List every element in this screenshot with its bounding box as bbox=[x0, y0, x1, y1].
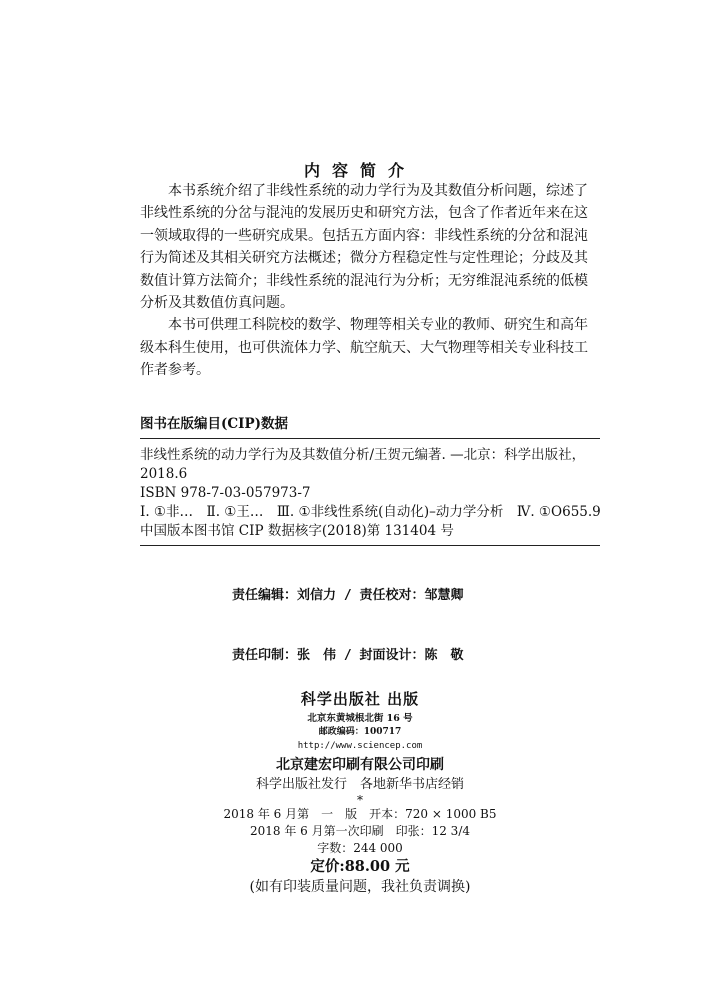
cip-line: 2018.6 bbox=[140, 466, 188, 482]
credits-production: 责任印制：张 伟 / 封面设计：陈 敬 bbox=[232, 648, 464, 663]
summary-body bbox=[140, 180, 588, 382]
cip-line: 中国版本图书馆 CIP 数据核字(2018)第 131404 号 bbox=[140, 523, 454, 539]
separator-star: * bbox=[357, 793, 363, 807]
summary-paragraph: 本书系统介绍了非线性系统的动力学行为及其数值分析问题，综述了非线性系统的分岔与混沌的发展历史和研究方法，包含了作者近年来在这一领域取得的一些研究成果。包括五方面内容：非线性系统的分岔和混沌行为简述及其相关研究方法概述；微分方程稳定性与定性理论；分歧及其数值计算方法简介；非线性系统的混沌行为分析；无穷维混沌系统的低模分析及其数值仿真问题。 bbox=[140, 183, 588, 312]
postcode: 邮政编码：100717 bbox=[318, 727, 402, 737]
publisher-address: 北京东黄城根北街 16 号 bbox=[307, 713, 413, 724]
distribution-line: 科学出版社发行 各地新华书店经销 bbox=[255, 777, 464, 792]
summary-paragraph: 本书可供理工科院校的数学、物理等相关专业的教师、研究生和高年级本科生使用，也可供流体力学、航空航天、大气物理等相关专业科技工作者参考。 bbox=[140, 317, 588, 379]
printer-line: 北京建宏印刷有限公司印刷 bbox=[276, 757, 444, 773]
cip-line: 非线性系统的动力学行为及其数值分析/王贺元编著. —北京：科学出版社， bbox=[140, 447, 586, 463]
cip-line: ISBN 978-7-03-057973-7 bbox=[140, 485, 311, 501]
edition-line: 2018 年 6 月第 一 版 开本：720 × 1000 B5 bbox=[223, 807, 497, 821]
credits-editors: 责任编辑：刘信力 / 责任校对：邹慧卿 bbox=[232, 588, 464, 603]
publisher-line: 科学出版社 出版 bbox=[300, 690, 420, 708]
website: http://www.sciencep.com bbox=[297, 741, 423, 751]
cip-title: 图书在版编目(CIP)数据 bbox=[140, 412, 600, 439]
cip-block bbox=[140, 412, 600, 546]
credits bbox=[232, 546, 463, 686]
price: 定价:88.00 元 bbox=[310, 858, 410, 875]
imprint bbox=[0, 688, 720, 897]
word-count: 字数：244 000 bbox=[317, 841, 403, 855]
cip-lines bbox=[140, 446, 600, 541]
quality-notice: (如有印装质量问题，我社负责调换) bbox=[249, 879, 471, 895]
cip-line: Ⅰ. ①非… Ⅱ. ①王… Ⅲ. ①非线性系统(自动化)–动力学分析 Ⅳ. ①O655.9 bbox=[140, 504, 601, 520]
printing-line: 2018 年 6 月第一次印刷 印张：12 3/4 bbox=[249, 824, 470, 838]
summary-title: 内容简介 bbox=[303, 161, 416, 180]
